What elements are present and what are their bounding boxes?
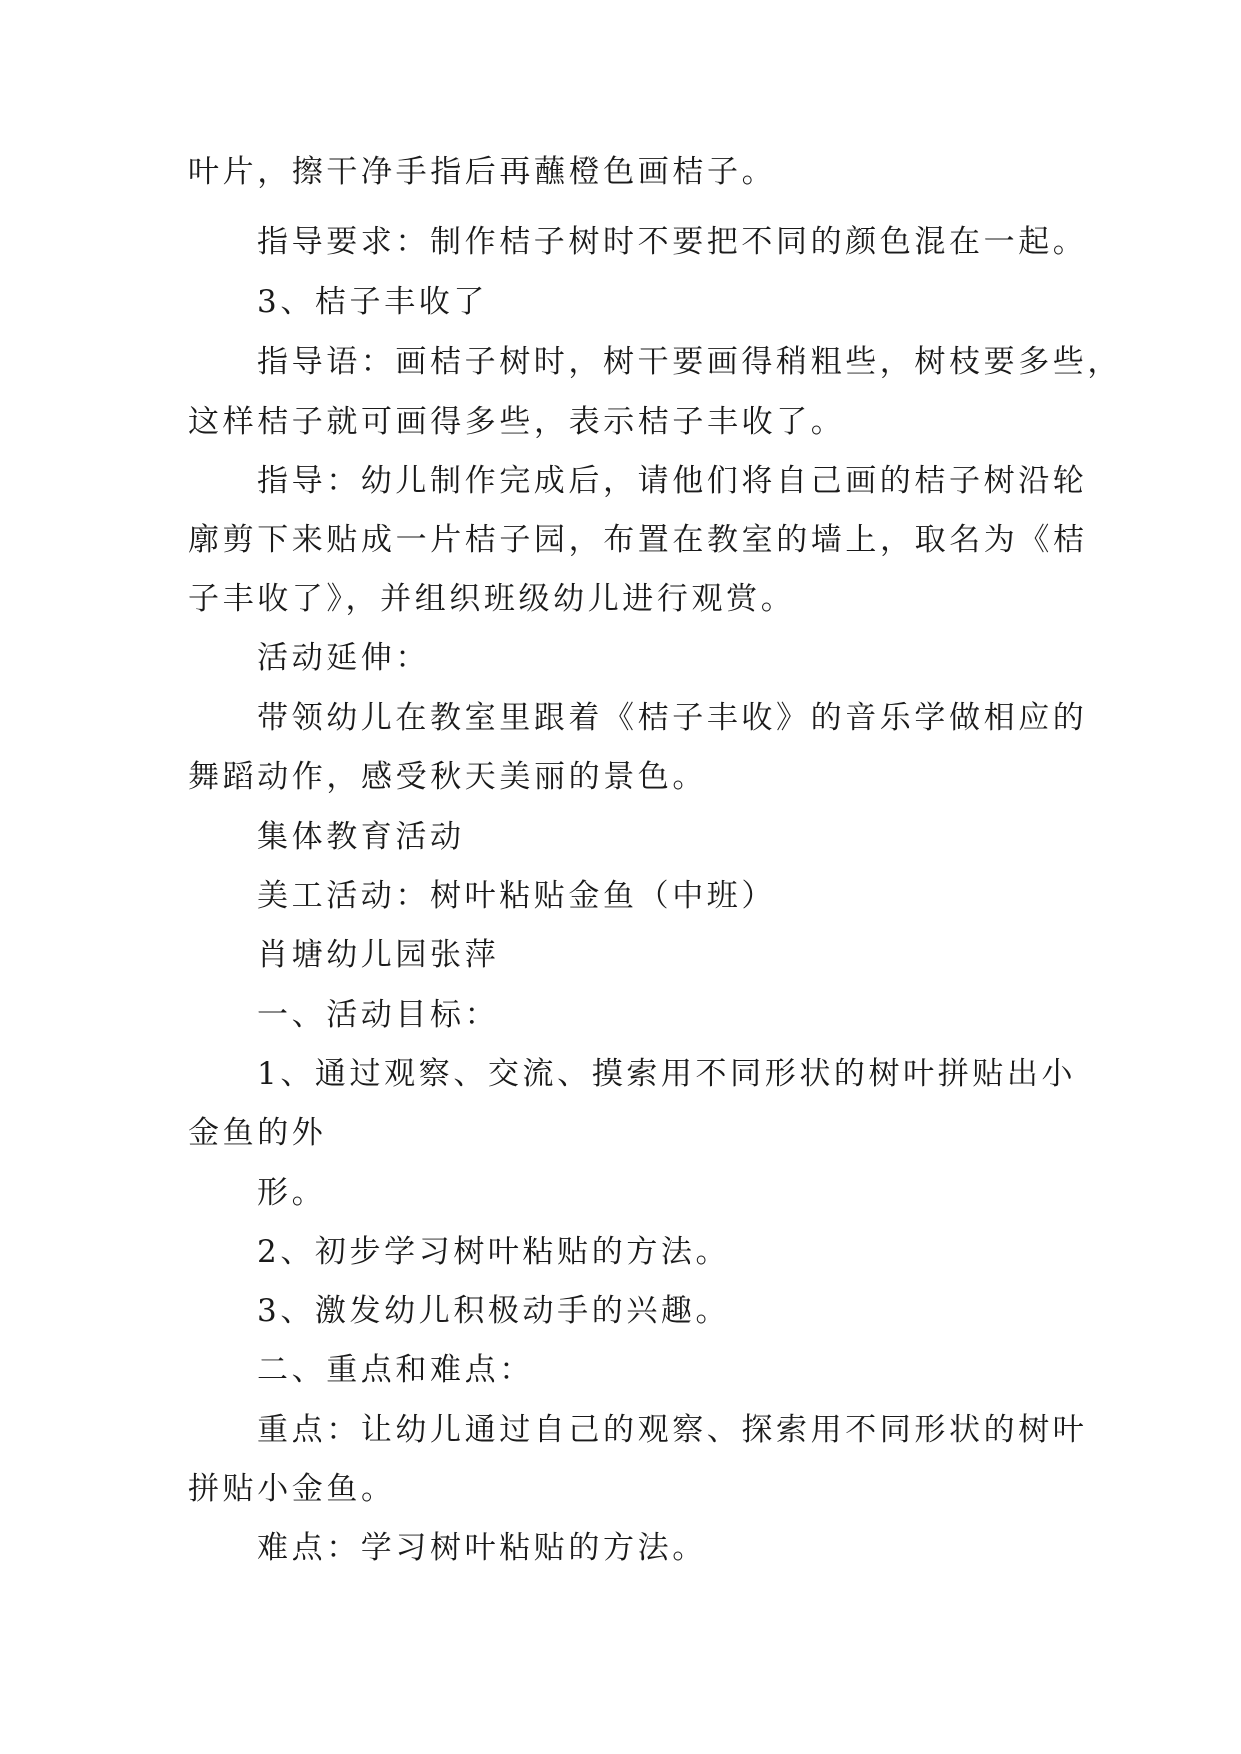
text-line: 重点：让幼儿通过自己的观察、探索用不同形状的树叶 <box>257 1412 1088 1448</box>
text-line: 指导要求：制作桔子树时不要把不同的颜色混在一起。 <box>257 224 1088 260</box>
text-line: 带领幼儿在教室里跟着《桔子丰收》的音乐学做相应的 <box>257 700 1088 736</box>
text-line: 指导：幼儿制作完成后，请他们将自己画的桔子树沿轮 <box>257 463 1088 499</box>
text-line: 美工活动：树叶粘贴金鱼（中班） <box>257 878 776 914</box>
text-line: 舞蹈动作，感受秋天美丽的景色。 <box>188 759 707 795</box>
text-line: 3、桔子丰收了 <box>257 284 488 320</box>
text-line: 二、重点和难点： <box>257 1352 534 1388</box>
text-line: 2、初步学习树叶粘贴的方法。 <box>257 1234 731 1270</box>
text-line: 金鱼的外 <box>188 1115 327 1151</box>
text-line: 集体教育活动 <box>257 819 465 855</box>
text-line: 1、通过观察、交流、摸索用不同形状的树叶拼贴出小 <box>257 1056 1077 1092</box>
text-line: 指导语：画桔子树时，树干要画得稍粗些，树枝要多些， <box>257 344 1122 380</box>
text-line: 一、活动目标： <box>257 997 500 1033</box>
text-line: 3、激发幼儿积极动手的兴趣。 <box>257 1293 731 1329</box>
text-line: 肖塘幼儿园张萍 <box>257 937 500 973</box>
text-line: 子丰收了》，并组织班级幼儿进行观赏。 <box>188 581 796 617</box>
text-line: 拼贴小金鱼。 <box>188 1471 396 1507</box>
text-line: 廓剪下来贴成一片桔子园，布置在教室的墙上，取名为《桔 <box>188 522 1088 558</box>
text-line: 叶片，擦干净手指后再蘸橙色画桔子。 <box>188 154 777 190</box>
text-line: 形。 <box>257 1175 327 1211</box>
text-line: 活动延伸： <box>257 640 430 676</box>
text-line: 这样桔子就可画得多些，表示桔子丰收了。 <box>188 404 846 440</box>
text-line: 难点：学习树叶粘贴的方法。 <box>257 1530 707 1566</box>
